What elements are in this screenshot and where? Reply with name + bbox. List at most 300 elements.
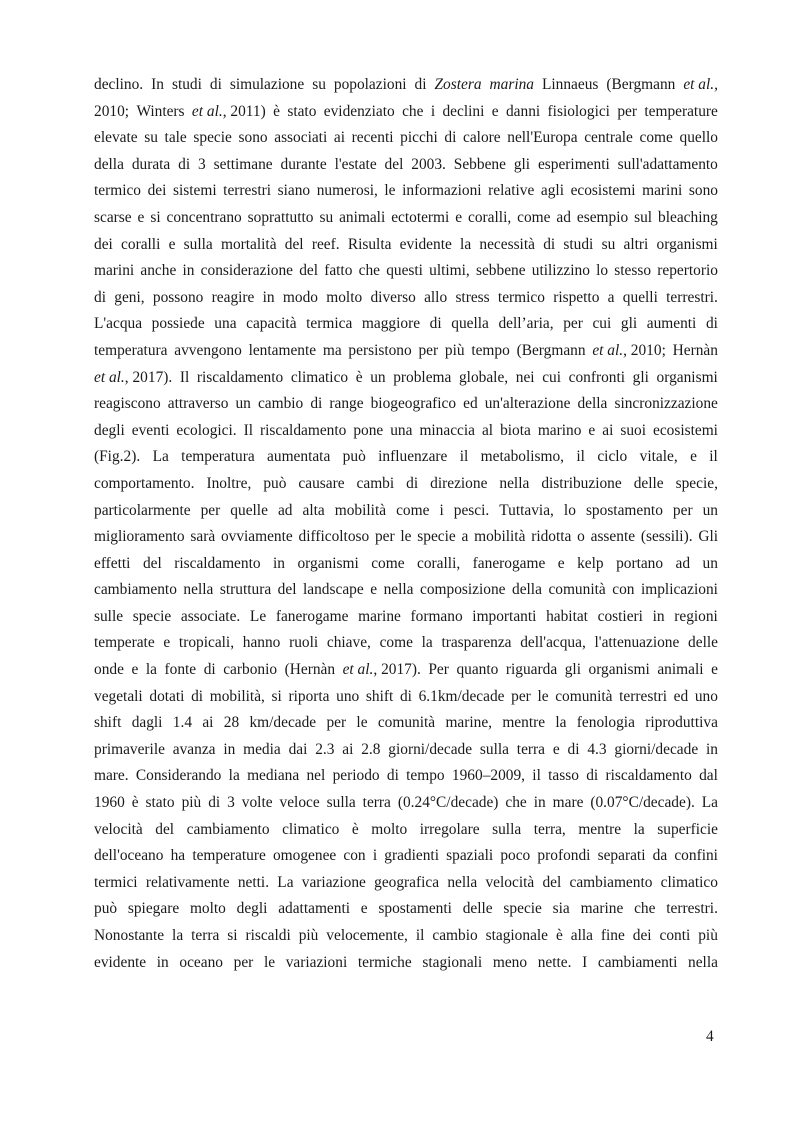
word bbox=[221, 232, 277, 259]
word bbox=[94, 99, 129, 126]
word-text: 2.3 bbox=[315, 740, 335, 758]
word-text: periodo bbox=[332, 767, 380, 785]
word-text: variazioni bbox=[285, 953, 348, 971]
word-text: ciclo bbox=[597, 448, 628, 466]
word-text: eventi bbox=[131, 421, 170, 439]
word-text: specie bbox=[417, 528, 456, 546]
word-text: temperate bbox=[94, 634, 155, 652]
word bbox=[94, 896, 117, 923]
word bbox=[342, 737, 353, 764]
word bbox=[459, 365, 508, 392]
word bbox=[238, 870, 269, 897]
word bbox=[151, 72, 164, 99]
word-text: ai bbox=[202, 714, 214, 732]
word bbox=[179, 630, 234, 657]
word bbox=[172, 72, 202, 99]
word-text: giorni/decade bbox=[614, 740, 699, 758]
word bbox=[542, 72, 598, 99]
word-text: Inoltre, bbox=[206, 474, 252, 492]
word-text: una bbox=[390, 421, 413, 439]
word-text: shift bbox=[365, 687, 394, 705]
word-text: Sebbene bbox=[453, 155, 506, 173]
word-text: velocità bbox=[485, 873, 535, 891]
word-text: molto bbox=[371, 820, 408, 838]
word bbox=[657, 258, 718, 285]
word bbox=[596, 258, 608, 285]
word bbox=[357, 471, 395, 498]
word bbox=[556, 205, 571, 232]
word-text: lentamente bbox=[248, 341, 317, 359]
word-text: 1.4 bbox=[172, 714, 193, 732]
word-text: della bbox=[94, 155, 124, 173]
word-text: reef. bbox=[311, 235, 340, 253]
word-text: popolazioni bbox=[333, 76, 407, 93]
word bbox=[343, 657, 421, 684]
word bbox=[480, 737, 509, 764]
word-text: Il bbox=[179, 368, 190, 386]
word-text: trasparenza bbox=[441, 634, 512, 652]
word bbox=[507, 125, 577, 152]
word-text: per bbox=[326, 714, 347, 732]
word-text: e bbox=[588, 421, 596, 439]
word-text: la bbox=[228, 767, 240, 785]
word bbox=[297, 551, 358, 578]
word bbox=[435, 72, 482, 99]
word bbox=[537, 684, 548, 711]
word bbox=[388, 737, 472, 764]
word bbox=[230, 72, 304, 99]
text-line bbox=[94, 604, 718, 631]
word-text: (0.24°C/decade) bbox=[397, 794, 499, 812]
word bbox=[146, 790, 175, 817]
word bbox=[553, 790, 584, 817]
word-text: riscaldamento bbox=[260, 421, 347, 439]
word-text: gli bbox=[620, 315, 638, 333]
word bbox=[532, 763, 541, 790]
word-text: i bbox=[372, 847, 378, 865]
word-text: molto bbox=[189, 900, 226, 918]
word-text: il bbox=[415, 927, 425, 944]
word-text: che bbox=[634, 900, 656, 918]
word-text: stagionali bbox=[422, 953, 483, 971]
word bbox=[353, 418, 383, 445]
word-text: giorni/decade bbox=[388, 740, 473, 758]
word bbox=[94, 152, 124, 179]
word-text: marine, bbox=[445, 714, 493, 732]
word bbox=[452, 763, 525, 790]
text-line bbox=[94, 311, 718, 338]
word-text: attraverso bbox=[167, 395, 229, 413]
word bbox=[173, 710, 192, 737]
word-text: ecosistemi bbox=[652, 421, 718, 439]
word-text: durata bbox=[131, 155, 171, 173]
text-line bbox=[94, 524, 718, 551]
word bbox=[133, 604, 171, 631]
word bbox=[94, 710, 121, 737]
word bbox=[94, 870, 138, 897]
word-text: scarse bbox=[94, 208, 132, 226]
word-text: quello bbox=[679, 129, 718, 147]
word bbox=[657, 817, 718, 844]
word-text: settimane bbox=[213, 155, 273, 173]
word bbox=[371, 391, 456, 418]
word-text: influenzare bbox=[378, 448, 448, 466]
word bbox=[370, 577, 377, 604]
word bbox=[168, 391, 229, 418]
word-text: ectotermi bbox=[391, 208, 450, 226]
word-text: terrestri. bbox=[666, 288, 718, 306]
word-text: separati bbox=[597, 847, 646, 865]
word bbox=[645, 710, 718, 737]
word bbox=[598, 604, 643, 631]
word-text: marine bbox=[580, 900, 624, 918]
word-text: formano bbox=[410, 607, 463, 625]
word-text: dai bbox=[288, 740, 308, 758]
word-text: kelp bbox=[577, 554, 604, 572]
word bbox=[546, 604, 588, 631]
text-line bbox=[94, 684, 718, 711]
word-text: in bbox=[652, 607, 665, 625]
word-text: persistono bbox=[348, 341, 412, 359]
text-line bbox=[94, 817, 718, 844]
word bbox=[589, 657, 650, 684]
word-text: fenologia bbox=[576, 714, 635, 732]
word bbox=[272, 684, 282, 711]
word-text: la bbox=[172, 927, 184, 944]
word-text: su bbox=[319, 208, 334, 226]
word bbox=[641, 577, 718, 604]
word bbox=[223, 657, 277, 684]
word-text: nella bbox=[447, 873, 478, 891]
word bbox=[641, 524, 693, 551]
word-text: termici bbox=[94, 873, 138, 891]
word bbox=[172, 923, 183, 950]
word-text: tempo bbox=[406, 767, 445, 785]
word bbox=[306, 311, 352, 338]
word-text: pone bbox=[353, 421, 384, 439]
word-text: del bbox=[142, 554, 162, 572]
word-text: stress bbox=[455, 288, 490, 306]
word-text: altri bbox=[623, 235, 649, 253]
word bbox=[398, 790, 499, 817]
word-text: e bbox=[711, 661, 718, 679]
word-text: un bbox=[702, 501, 718, 519]
word bbox=[264, 950, 275, 977]
word-text: assente bbox=[590, 528, 636, 546]
word bbox=[485, 870, 534, 897]
word bbox=[584, 125, 633, 152]
word-text: reagire bbox=[211, 288, 255, 306]
word-text: organismi bbox=[656, 235, 718, 253]
word-text: è bbox=[555, 927, 563, 944]
word bbox=[312, 232, 340, 259]
word-text: e bbox=[163, 634, 171, 652]
word-text: Hernàn bbox=[672, 341, 718, 359]
word bbox=[456, 657, 498, 684]
word bbox=[94, 498, 191, 525]
word-text: marina bbox=[489, 76, 534, 93]
word bbox=[358, 950, 412, 977]
word-text: variazione bbox=[301, 873, 366, 891]
word-text: (Fig.2). bbox=[94, 448, 141, 466]
word-text: ecosistemi bbox=[570, 182, 636, 200]
word bbox=[442, 99, 484, 126]
text-line bbox=[94, 551, 718, 578]
word-text: repertorio bbox=[657, 262, 718, 280]
word bbox=[422, 950, 482, 977]
word bbox=[402, 99, 423, 126]
word bbox=[326, 710, 346, 737]
word bbox=[451, 311, 489, 338]
word-text: et al. bbox=[592, 341, 624, 359]
word bbox=[246, 311, 296, 338]
word-text: , 2017). bbox=[373, 661, 421, 679]
word-text: marini bbox=[642, 182, 683, 200]
word-text: relativamente bbox=[145, 873, 230, 891]
word bbox=[674, 684, 689, 711]
word bbox=[590, 790, 694, 817]
word-text: per bbox=[672, 501, 693, 519]
word-text: del bbox=[277, 581, 297, 599]
word bbox=[94, 125, 138, 152]
word bbox=[247, 763, 299, 790]
word bbox=[165, 657, 197, 684]
word bbox=[94, 72, 143, 99]
word-text: ed bbox=[673, 687, 689, 705]
word-text: mediana bbox=[247, 767, 300, 785]
word-text: 1960–2009, bbox=[451, 767, 526, 785]
word bbox=[371, 551, 404, 578]
word bbox=[190, 524, 215, 551]
word bbox=[500, 418, 531, 445]
word-text: associate. bbox=[180, 607, 241, 625]
word bbox=[543, 232, 555, 259]
word-text: dei bbox=[94, 235, 113, 253]
word bbox=[324, 258, 352, 285]
word-text: 6.1km/decade bbox=[418, 687, 505, 705]
word-text: e bbox=[552, 740, 560, 758]
word bbox=[578, 817, 621, 844]
word bbox=[660, 923, 691, 950]
word-text: (Bergmann bbox=[606, 76, 676, 93]
word-text: è bbox=[131, 794, 139, 812]
word-text: le bbox=[400, 528, 412, 546]
word bbox=[282, 817, 339, 844]
word bbox=[577, 391, 607, 418]
word bbox=[144, 125, 158, 152]
word-text: dell'acqua, bbox=[520, 634, 586, 652]
word bbox=[174, 338, 242, 365]
word bbox=[386, 258, 423, 285]
word bbox=[128, 896, 179, 923]
word bbox=[455, 285, 489, 312]
text-line bbox=[94, 125, 718, 152]
word bbox=[541, 178, 564, 205]
word-text: lo bbox=[563, 501, 576, 519]
word-text: l'estate bbox=[334, 155, 377, 173]
word-text: volte bbox=[241, 794, 273, 812]
word-text: tale bbox=[164, 129, 187, 147]
word-text: poco bbox=[500, 847, 531, 865]
word bbox=[534, 790, 546, 817]
word bbox=[359, 258, 380, 285]
word-text: terra, bbox=[533, 820, 566, 838]
word-text: specie, bbox=[675, 474, 718, 492]
word-text: termica bbox=[306, 315, 353, 333]
word-text: avvengono bbox=[174, 341, 242, 359]
word-text: questi bbox=[386, 262, 423, 280]
word bbox=[94, 923, 164, 950]
word-text: cambiamento bbox=[569, 873, 653, 891]
word-text: picchi bbox=[400, 129, 438, 147]
word-text: siano bbox=[277, 182, 311, 200]
word bbox=[592, 311, 611, 338]
word-text: centrale bbox=[584, 129, 633, 147]
word-text: informazioni bbox=[402, 182, 482, 200]
word-text: nel bbox=[306, 767, 326, 785]
word-text: terrestri. bbox=[666, 900, 718, 918]
word-text: possiede bbox=[151, 315, 205, 333]
word bbox=[577, 205, 628, 232]
word-text: animali bbox=[657, 661, 704, 679]
word bbox=[498, 311, 553, 338]
word-text: uno bbox=[336, 687, 360, 705]
word bbox=[327, 790, 356, 817]
word bbox=[673, 338, 718, 365]
word-text: difficoltoso bbox=[298, 528, 370, 546]
word-text: più bbox=[444, 341, 465, 359]
word bbox=[419, 418, 475, 445]
word bbox=[140, 258, 176, 285]
word bbox=[281, 152, 327, 179]
word bbox=[488, 178, 534, 205]
word-text: soprattutto bbox=[247, 208, 314, 226]
word-text: il bbox=[709, 448, 718, 466]
word-text: fanerogame bbox=[275, 607, 349, 625]
word-text: un bbox=[702, 554, 718, 572]
word-text: con bbox=[612, 581, 635, 599]
word bbox=[335, 498, 386, 525]
word-text: e bbox=[557, 554, 565, 572]
word bbox=[184, 232, 213, 259]
word-text: mortalità bbox=[220, 235, 277, 253]
word-text: superficie bbox=[657, 820, 718, 838]
word bbox=[249, 338, 317, 365]
word-text: I bbox=[582, 953, 588, 971]
word bbox=[500, 843, 530, 870]
word bbox=[94, 418, 125, 445]
word bbox=[291, 365, 348, 392]
word-text: biota bbox=[500, 421, 531, 439]
text-line bbox=[94, 365, 718, 392]
word-text: sulla bbox=[183, 235, 213, 253]
word-text: le bbox=[356, 714, 368, 732]
word-text: globale, bbox=[458, 368, 509, 386]
word-text: da bbox=[652, 847, 668, 865]
word bbox=[191, 684, 203, 711]
text-line bbox=[94, 630, 718, 657]
word-text: è bbox=[273, 102, 280, 120]
word bbox=[336, 684, 359, 711]
word-text: carbonio bbox=[223, 661, 278, 679]
word bbox=[568, 737, 580, 764]
word-text: 2010; bbox=[94, 102, 130, 120]
word bbox=[94, 604, 123, 631]
word bbox=[299, 524, 370, 551]
word bbox=[647, 311, 697, 338]
word-text: specie bbox=[132, 607, 172, 625]
word bbox=[363, 790, 391, 817]
word bbox=[165, 125, 187, 152]
word bbox=[411, 604, 463, 631]
word bbox=[674, 604, 718, 631]
word-text: riscaldi bbox=[245, 927, 291, 944]
word bbox=[283, 285, 318, 312]
word bbox=[267, 444, 330, 471]
word-text: ecologici. bbox=[176, 421, 237, 439]
word bbox=[208, 790, 220, 817]
word-text: è bbox=[351, 820, 359, 838]
word-text: uno bbox=[694, 687, 718, 705]
text-line bbox=[94, 790, 718, 817]
word-text: sulle bbox=[94, 607, 124, 625]
word-text: mobilità bbox=[334, 501, 387, 519]
word-text: degli bbox=[94, 421, 125, 439]
word bbox=[621, 311, 637, 338]
word-text: diverso bbox=[370, 288, 416, 306]
word bbox=[454, 498, 489, 525]
word-text: e bbox=[491, 102, 499, 120]
word bbox=[577, 551, 604, 578]
word bbox=[94, 577, 177, 604]
word-text: 3 bbox=[227, 794, 235, 812]
word bbox=[634, 471, 664, 498]
word-text: fatto bbox=[324, 262, 353, 280]
word bbox=[178, 152, 190, 179]
word-text: elevate bbox=[94, 129, 138, 147]
word bbox=[121, 232, 160, 259]
word-text: riscaldamento bbox=[196, 368, 284, 386]
word-text: shift bbox=[94, 714, 122, 732]
word bbox=[538, 152, 610, 179]
word-text: chiave, bbox=[326, 634, 371, 652]
word bbox=[492, 99, 499, 126]
word bbox=[352, 125, 394, 152]
word bbox=[534, 817, 566, 844]
word-text: capacità bbox=[246, 315, 297, 333]
word-text: oceano bbox=[179, 953, 223, 971]
word bbox=[339, 205, 385, 232]
word-text: cambiamento bbox=[94, 581, 177, 599]
word-text: nei bbox=[515, 368, 535, 386]
word bbox=[131, 657, 138, 684]
word-text: molto bbox=[326, 288, 363, 306]
word-text: 2.8 bbox=[361, 740, 381, 758]
word bbox=[223, 178, 271, 205]
word bbox=[324, 99, 395, 126]
word bbox=[343, 444, 366, 471]
word-text: di bbox=[191, 687, 204, 705]
word bbox=[356, 365, 363, 392]
word bbox=[468, 205, 511, 232]
word-text: delle bbox=[688, 634, 718, 652]
word bbox=[673, 498, 693, 525]
word-text: et al. bbox=[342, 661, 374, 679]
word bbox=[542, 870, 561, 897]
text-line bbox=[94, 870, 718, 897]
word-text: organismi bbox=[588, 661, 650, 679]
word bbox=[248, 205, 314, 232]
